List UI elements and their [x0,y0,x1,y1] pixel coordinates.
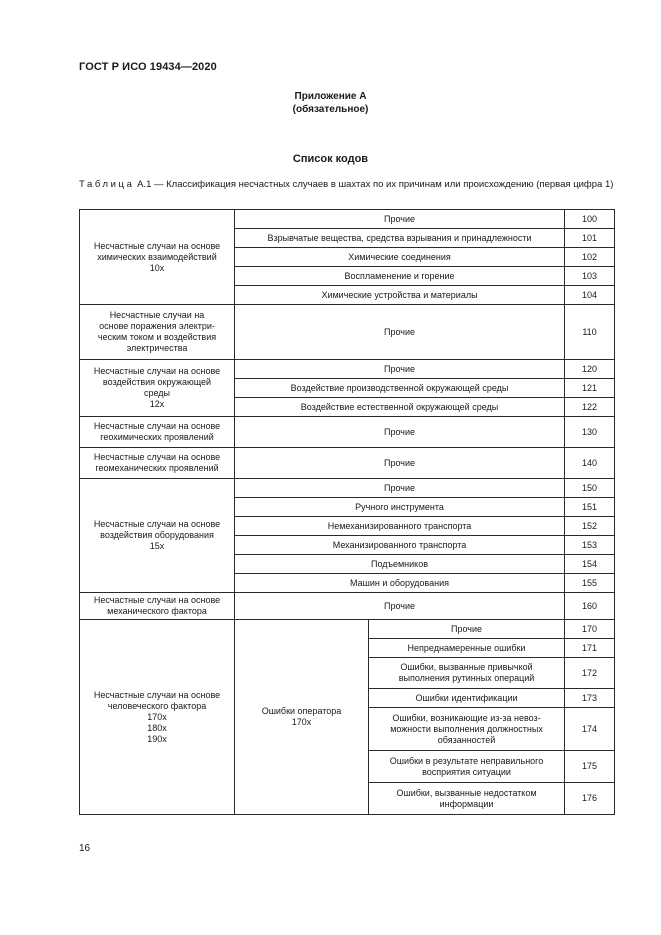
category-cell: Взрывчатые вещества, средства взрывания и принадлежности [235,229,565,248]
code-cell: 100 [565,210,615,229]
group-line: основе поражения электри- [99,321,215,331]
group-code: 10x [149,262,165,273]
group-line: Несчастные случаи на основе [93,452,221,462]
code-cell: 174 [565,708,615,751]
category-line: Ошибки, возникающие из-за невоз- [392,712,541,723]
category-cell: Воздействие естественной окружающей среды [235,398,565,417]
code-cell: 170 [565,620,615,639]
group-cell-geomechanical [80,448,235,479]
code-cell: 150 [565,479,615,498]
group-line: механического фактора [107,606,207,616]
group-line: среды [143,388,171,398]
code-cell: 152 [565,517,615,536]
category-cell: Прочие [235,417,565,448]
group-line: воздействия оборудования [100,530,214,540]
table-row [80,479,615,498]
group-code: 180x [147,722,167,733]
group-line: электричества [126,343,188,353]
category-line: Непреднамеренные ошибки [407,642,526,653]
category-cell: Прочие [235,305,565,360]
group-line: Несчастные случаи на основе [93,689,221,700]
group-cell-equipment [80,479,235,593]
code-cell: 151 [565,498,615,517]
subgroup-cell-operator-errors [235,620,369,815]
group-cell-electrical [80,305,235,360]
category-cell [369,783,565,815]
table-caption [79,178,614,191]
group-line: человеческого фактора [107,700,207,711]
table-row [80,305,615,360]
category-cell [369,620,565,639]
group-line: Несчастные случаи на основе [93,366,221,376]
table-row [80,210,615,229]
code-cell: 155 [565,574,615,593]
category-line: Ошибки идентификации [415,692,518,703]
category-cell: Прочие [235,360,565,379]
category-cell: Прочие [235,479,565,498]
group-line: Несчастные случаи на [109,310,205,320]
table-row [80,593,615,620]
table-row [80,620,615,639]
category-cell [369,658,565,689]
group-code: 170x [147,711,167,722]
category-cell: Химические устройства и материалы [235,286,565,305]
group-line: Несчастные случаи на основе [93,519,221,529]
subgroup-line: Ошибки оператора [261,706,342,716]
group-code: 15x [149,541,165,551]
category-cell: Прочие [235,593,565,620]
code-cell: 171 [565,639,615,658]
category-cell: Подъемников [235,555,565,574]
code-cell: 122 [565,398,615,417]
category-cell: Ручного инструмента [235,498,565,517]
code-cell: 175 [565,751,615,783]
page-number: 16 [79,843,91,854]
group-line: химических взаимодействий [97,251,217,262]
table-row [80,360,615,379]
category-line: восприятия ситуации [422,766,511,777]
category-cell: Немеханизированного транспорта [235,517,565,536]
group-code: 190x [147,733,167,744]
list-title: Список кодов [292,153,369,165]
code-cell: 172 [565,658,615,689]
category-line: Ошибки, вызванные недостатком [396,787,537,798]
code-cell: 176 [565,783,615,815]
group-cell-chemical [80,210,235,305]
category-cell: Воспламенение и горение [235,267,565,286]
table-row [80,417,615,448]
caption-prefix: Таблица [79,179,135,190]
category-line: Ошибки в результате неправильного [389,755,544,766]
category-line: Прочие [451,623,483,634]
category-cell [369,689,565,708]
category-line: информации [439,798,494,809]
category-cell: Воздействие производственной окружающей среды [235,379,565,398]
group-cell-mechanical [80,593,235,620]
category-cell [369,751,565,783]
code-cell: 154 [565,555,615,574]
caption-text: А.1 — Классификация несчастных случаев в шахтах по их причинам или происхождению (первая цифра 1) [134,179,614,190]
group-line: Несчастные случаи на основе [93,595,221,605]
group-cell-geochemical [80,417,235,448]
code-cell: 173 [565,689,615,708]
category-line: выполнения рутинных операций [398,673,535,683]
group-cell-human-factor [80,620,235,815]
code-cell: 102 [565,248,615,267]
category-cell: Химические соединения [235,248,565,267]
category-line: можности выполнения должностных [390,723,543,734]
code-cell: 160 [565,593,615,620]
code-cell: 120 [565,360,615,379]
code-cell: 140 [565,448,615,479]
category-cell: Прочие [235,210,565,229]
code-cell: 121 [565,379,615,398]
group-cell-environment [80,360,235,417]
category-cell [369,639,565,658]
group-line: ческим током и воздействия [97,332,217,342]
document-header: ГОСТ Р ИСО 19434—2020 [79,61,217,73]
code-cell: 104 [565,286,615,305]
code-cell: 101 [565,229,615,248]
subgroup-code: 170x [291,717,312,727]
code-cell: 153 [565,536,615,555]
group-code: 12x [149,399,165,409]
group-line: воздействия окружающей [102,377,212,387]
category-line: обязанностей [437,734,496,745]
group-line: геомеханических проявлений [95,463,219,473]
group-line: геохимических проявлений [100,432,214,442]
category-line: Ошибки, вызванные привычкой [400,662,533,672]
code-cell: 110 [565,305,615,360]
table-row [80,448,615,479]
category-cell [369,708,565,751]
group-line: Несчастные случаи на основе [93,240,221,251]
category-cell: Машин и оборудования [235,574,565,593]
code-cell: 103 [565,267,615,286]
code-cell: 130 [565,417,615,448]
group-line: Несчастные случаи на основе [93,421,221,431]
annex-heading [0,90,661,116]
annex-status: (обязательное) [292,104,369,115]
category-cell: Прочие [235,448,565,479]
codes-table [79,209,615,815]
annex-title: Приложение А [294,91,367,102]
category-cell: Механизированного транспорта [235,536,565,555]
